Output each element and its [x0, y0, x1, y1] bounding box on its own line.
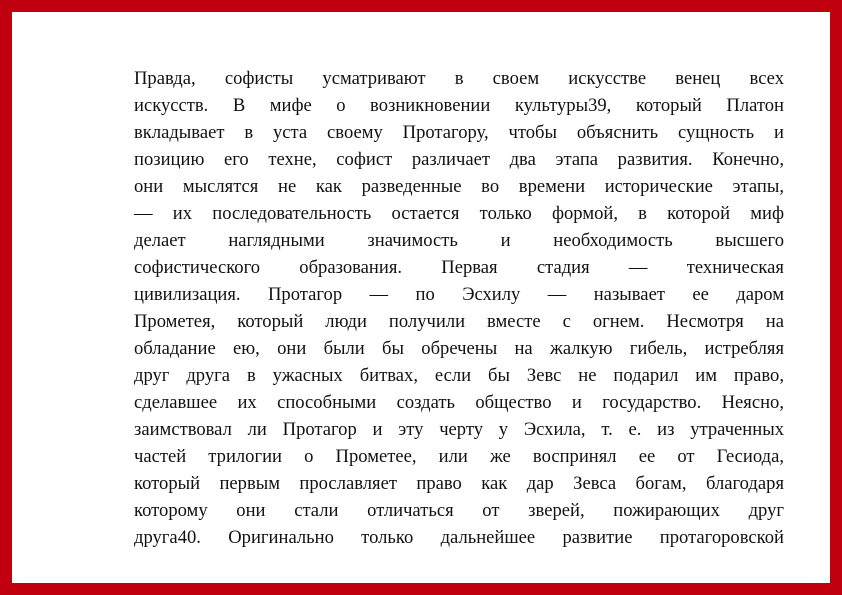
- text-line: заимствовал ли Протагор и эту черту у Эсхила, т. е. из утраченных: [134, 419, 784, 440]
- text-line: обладание ею, они были бы обречены на жалкую гибель, истребляя: [134, 338, 784, 359]
- text-line: которому они стали отличаться от зверей, пожирающих друг: [134, 500, 784, 521]
- text-line: — их последовательность остается только формой, в которой миф: [134, 203, 784, 224]
- text-line: сделавшее их способными создать общество и государство. Неясно,: [134, 392, 784, 413]
- text-line: вкладывает в уста своему Протагору, чтобы объяснить сущность и: [134, 122, 784, 143]
- text-line: искусств. В мифе о возникновении культуры39, который Платон: [134, 95, 784, 116]
- text-line: позицию его техне, софист различает два этапа развития. Конечно,: [134, 149, 784, 170]
- text-line: друг друга в ужасных битвах, если бы Зевс не подарил им право,: [134, 365, 784, 386]
- text-line: софистического образования. Первая стадия — техническая: [134, 257, 784, 278]
- text-line: Прометея, который люди получили вместе с огнем. Несмотря на: [134, 311, 784, 332]
- body-text: [134, 65, 784, 551]
- text-line: делает наглядными значимость и необходимость высшего: [134, 230, 784, 251]
- text-line: цивилизация. Протагор — по Эсхилу — называет ее даром: [134, 284, 784, 305]
- text-line: они мыслятся не как разведенные во времени исторические этапы,: [134, 176, 784, 197]
- text-line: друга40. Оригинально только дальнейшее развитие протагоровской: [134, 527, 784, 548]
- text-line: который первым прославляет право как дар Зевса богам, благодаря: [134, 473, 784, 494]
- text-line: Правда, софисты усматривают в своем искусстве венец всех: [134, 68, 784, 89]
- text-line: частей трилогии о Прометее, или же воспринял ее от Гесиода,: [134, 446, 784, 467]
